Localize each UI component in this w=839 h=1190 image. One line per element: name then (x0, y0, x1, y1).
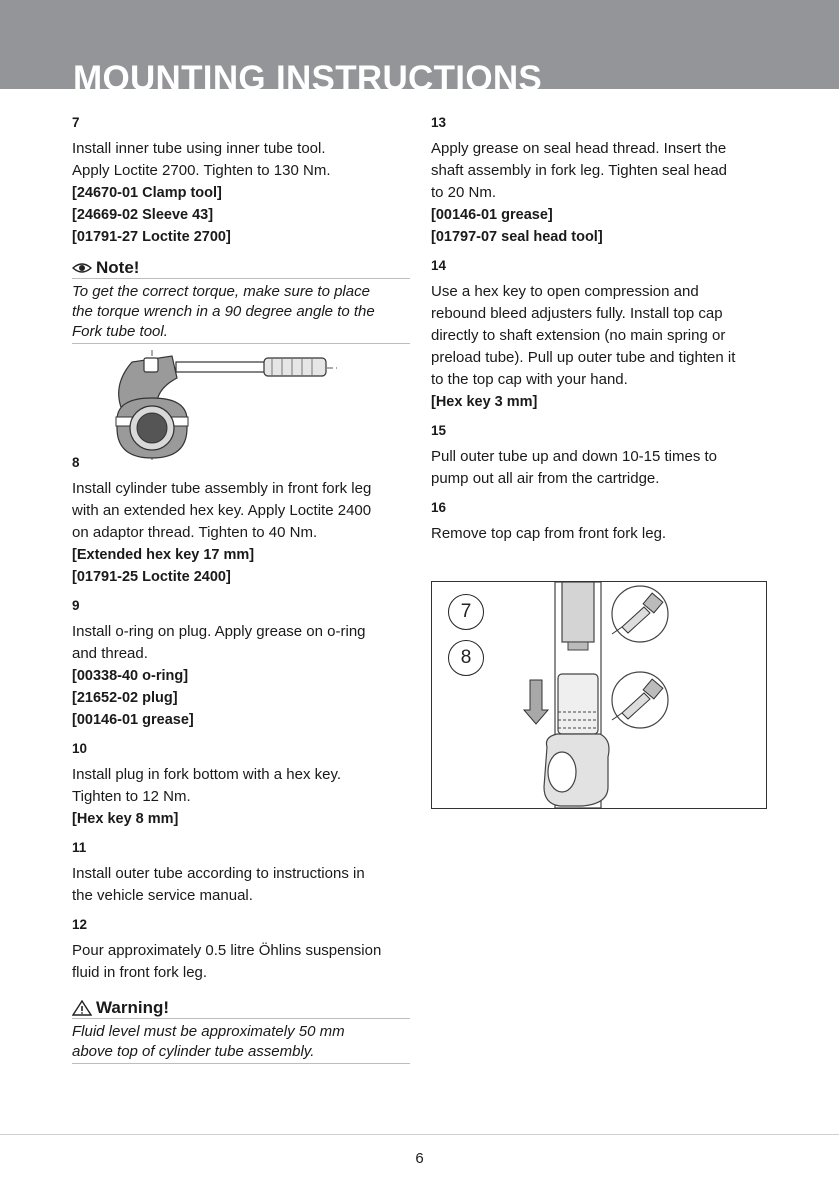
step-number: 15 (431, 423, 447, 438)
step-line: rebound bleed adjusters fully. Install top cap (431, 305, 723, 322)
page-header (0, 0, 839, 89)
part-reference: [24669-02 Sleeve 43] (72, 207, 214, 223)
figure-label-7: 7 (448, 594, 484, 630)
part-reference: [01791-25 Loctite 2400] (72, 569, 231, 585)
step-14 (431, 257, 769, 413)
footer-divider (0, 1134, 839, 1135)
step-text (431, 138, 769, 248)
step-text (72, 940, 410, 984)
step-15 (431, 422, 769, 490)
note-line: the torque wrench in a 90 degree angle to the (72, 303, 375, 320)
step-number: 7 (72, 115, 80, 130)
step-8 (72, 454, 410, 588)
step-text (72, 863, 410, 907)
part-reference: [01791-27 Loctite 2700] (72, 229, 231, 245)
step-number: 8 (72, 455, 80, 470)
step-7 (72, 114, 410, 248)
step-text (431, 523, 769, 545)
part-reference: [Extended hex key 17 mm] (72, 547, 255, 563)
step-line: and thread. (72, 645, 148, 662)
step-line: Install outer tube according to instructions in (72, 865, 365, 882)
step-10 (72, 740, 410, 830)
part-reference: [Hex key 8 mm] (72, 811, 179, 827)
right-column (431, 114, 769, 554)
part-reference: [21652-02 plug] (72, 690, 178, 706)
step-line: Pour approximately 0.5 litre Öhlins suspension (72, 942, 382, 959)
note-box (72, 258, 410, 344)
step-number: 16 (431, 500, 447, 515)
step-line: Install plug in fork bottom with a hex key. (72, 766, 342, 783)
fork-assembly-figure (431, 581, 767, 809)
eye-icon (72, 260, 92, 276)
step-line: with an extended hex key. Apply Loctite 2400 (72, 502, 372, 519)
warning-text (72, 1019, 410, 1064)
step-line: pump out all air from the cartridge. (431, 470, 660, 487)
step-text (72, 478, 410, 588)
step-16 (431, 499, 769, 545)
step-text (72, 138, 410, 248)
step-11 (72, 839, 410, 907)
steps-group-right (431, 114, 769, 545)
step-line: the vehicle service manual. (72, 887, 253, 904)
note-line: To get the correct torque, make sure to place (72, 283, 370, 300)
note-title: Note! (96, 258, 140, 277)
step-number: 11 (72, 840, 87, 855)
step-text (72, 621, 410, 731)
warning-box (72, 998, 410, 1064)
step-line: Remove top cap from front fork leg. (431, 525, 667, 542)
part-reference: [00146-01 grease] (72, 712, 194, 728)
step-number: 9 (72, 598, 80, 613)
warning-triangle-icon (72, 1000, 92, 1016)
step-line: Pull outer tube up and down 10-15 times to (431, 448, 718, 465)
part-reference: [00146-01 grease] (431, 207, 553, 223)
page-title: MOUNTING INSTRUCTIONS (73, 59, 543, 89)
step-line: Apply grease on seal head thread. Insert the (431, 140, 727, 157)
step-line: shaft assembly in fork leg. Tighten seal head (431, 162, 728, 179)
fork-illustration (432, 582, 766, 808)
step-line: fluid in front fork leg. (72, 964, 208, 981)
step-number: 10 (72, 741, 88, 756)
step-number: 13 (431, 115, 447, 130)
step-text (431, 446, 769, 490)
step-line: to 20 Nm. (431, 184, 497, 201)
step-line: Install inner tube using inner tube tool. (72, 140, 326, 157)
step-line: directly to shaft extension (no main spring or (431, 327, 726, 344)
step-line: Use a hex key to open compression and (431, 283, 699, 300)
step-12 (72, 916, 410, 984)
step-line: Tighten to 12 Nm. (72, 788, 191, 805)
step-9 (72, 597, 410, 731)
step-line: to the top cap with your hand. (431, 371, 628, 388)
torque-wrench-illustration (102, 350, 342, 460)
step-text (431, 281, 769, 413)
step-line: Install cylinder tube assembly in front fork leg (72, 480, 372, 497)
warning-line: above top of cylinder tube assembly. (72, 1043, 315, 1060)
step-text (72, 764, 410, 830)
left-column (72, 114, 410, 1064)
warning-title: Warning! (96, 998, 170, 1017)
figure-label-8: 8 (448, 640, 484, 676)
note-text (72, 279, 410, 344)
step-line: preload tube). Pull up outer tube and tighten it (431, 349, 736, 366)
steps-group-b (72, 454, 410, 984)
note-line: Fork tube tool. (72, 323, 168, 340)
page-number: 6 (415, 1150, 424, 1167)
steps-group-a (72, 114, 410, 248)
part-reference: [00338-40 o-ring] (72, 668, 189, 684)
part-reference: [01797-07 seal head tool] (431, 229, 603, 245)
step-line: Apply Loctite 2700. Tighten to 130 Nm. (72, 162, 331, 179)
part-reference: [24670-01 Clamp tool] (72, 185, 222, 201)
step-13 (431, 114, 769, 248)
step-line: on adaptor thread. Tighten to 40 Nm. (72, 524, 318, 541)
step-number: 12 (72, 917, 88, 932)
warning-line: Fluid level must be approximately 50 mm (72, 1023, 345, 1040)
part-reference: [Hex key 3 mm] (431, 394, 538, 410)
step-number: 14 (431, 258, 447, 273)
step-line: Install o-ring on plug. Apply grease on o-ring (72, 623, 366, 640)
